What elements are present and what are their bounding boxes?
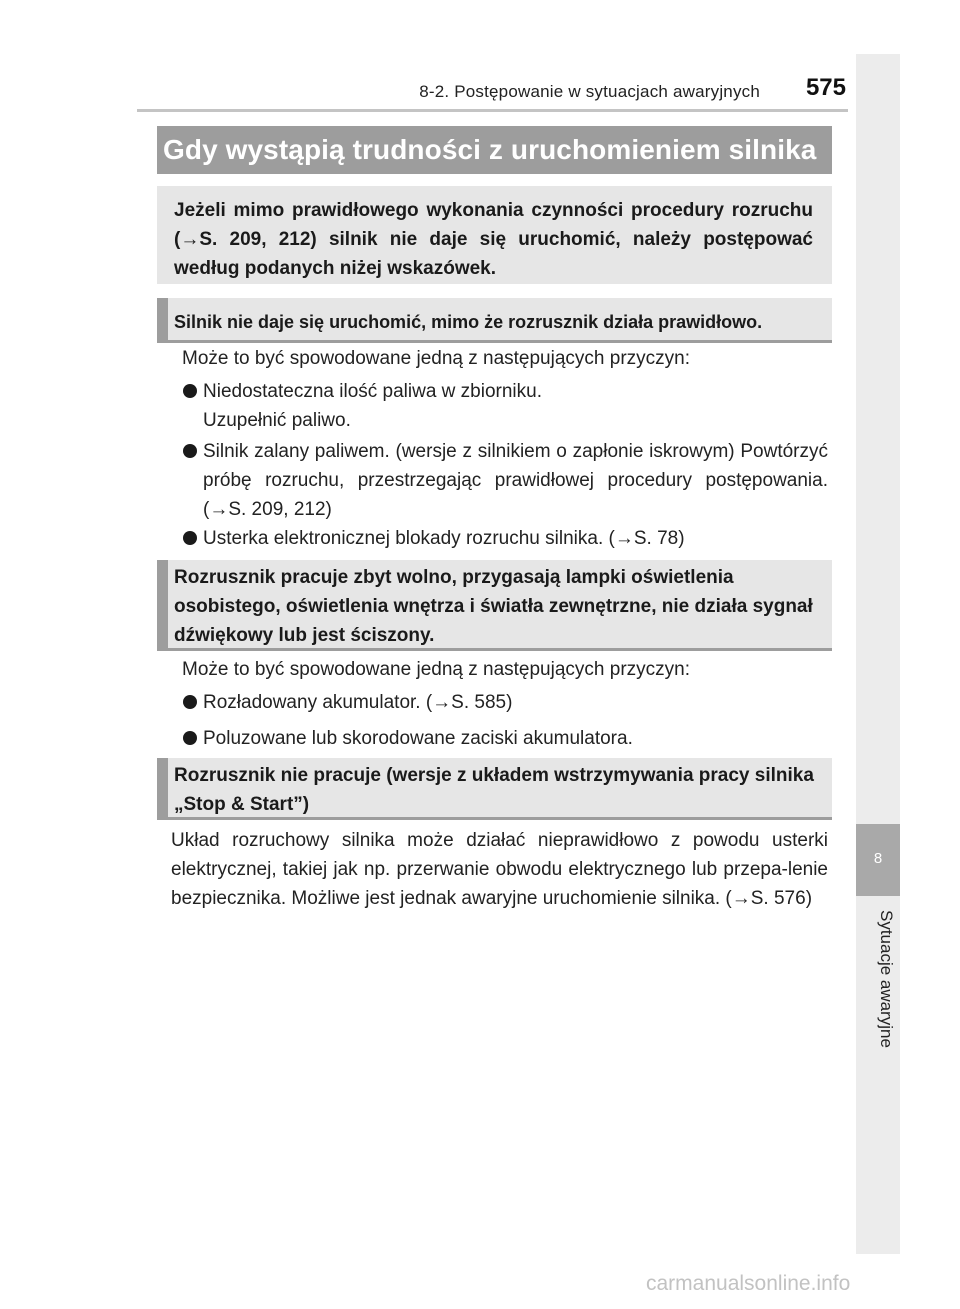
running-header: 8-2. Postępowanie w sytuacjach awaryjnych xyxy=(419,82,760,101)
bullet-icon xyxy=(183,444,197,458)
page-title: Gdy wystąpią trudności z uruchomieniem silnika xyxy=(163,134,817,165)
section-1-bullet-1: Niedostateczna ilość paliwa w zbiorniku. Uzupełnić paliwo. xyxy=(203,381,542,431)
page-number: 575 xyxy=(805,74,846,101)
bullet-icon xyxy=(183,695,197,709)
bullet-icon xyxy=(183,531,197,545)
section-3-heading: Rozrusznik nie pracuje (wersje z układem wstrzymywania pracy silnika „Stop & Start”) xyxy=(174,765,814,815)
section-2-lead: Może to być spowodowane jedną z następujących przyczyn: xyxy=(182,659,690,680)
intro-text: Jeżeli mimo prawidłowego wykonania czynności procedury rozruchu (→S. 209, 212) silnik nie daje się uruchomić, należy postępować według podanych niżej wskazówek. xyxy=(174,200,813,279)
bullet-icon xyxy=(183,731,197,745)
header-divider xyxy=(137,109,848,112)
chapter-tab-number: 8 xyxy=(873,850,883,867)
chapter-tab-label: Sytuacje awaryjne xyxy=(877,910,896,1048)
section-2-heading: Rozrusznik pracuje zbyt wolno, przygasają lampki oświetlenia osobistego, oświetlenia wnętrza i światła zewnętrzne, nie działa sygnał dźwiękowy lub jest ściszony. xyxy=(174,567,813,646)
bullet-icon xyxy=(183,384,197,398)
section-1-heading: Silnik nie daje się uruchomić, mimo że rozrusznik działa prawidłowo. xyxy=(174,312,763,332)
section-3-body: Układ rozruchowy silnika może działać nieprawidłowo z powodu usterki elektrycznej, takiej jak np. przerwanie obwodu elektrycznego lub przepa-lenie bezpiecznika. Możliwe jest jednak awaryjne uruchomienie silnika. (→S. 576) xyxy=(171,830,828,909)
section-1-lead: Może to być spowodowane jedną z następujących przyczyn: xyxy=(182,348,690,369)
section-1-bullet-2: Silnik zalany paliwem. (wersje z silnikiem o zapłonie iskrowym) Powtórzyć próbę rozruchu, przestrzegając prawidłowej procedury postępowania. (→S. 209, 212) xyxy=(203,441,828,520)
side-margin-strip xyxy=(856,54,900,1254)
watermark: carmanualsonline.info xyxy=(646,1272,851,1295)
section-1-bullet-3: Usterka elektronicznej blokady rozruchu silnika. (→S. 78) xyxy=(203,528,685,549)
section-2-bullet-2: Poluzowane lub skorodowane zaciski akumulatora. xyxy=(203,728,633,749)
section-2-bullet-1: Rozładowany akumulator. (→S. 585) xyxy=(203,692,513,713)
